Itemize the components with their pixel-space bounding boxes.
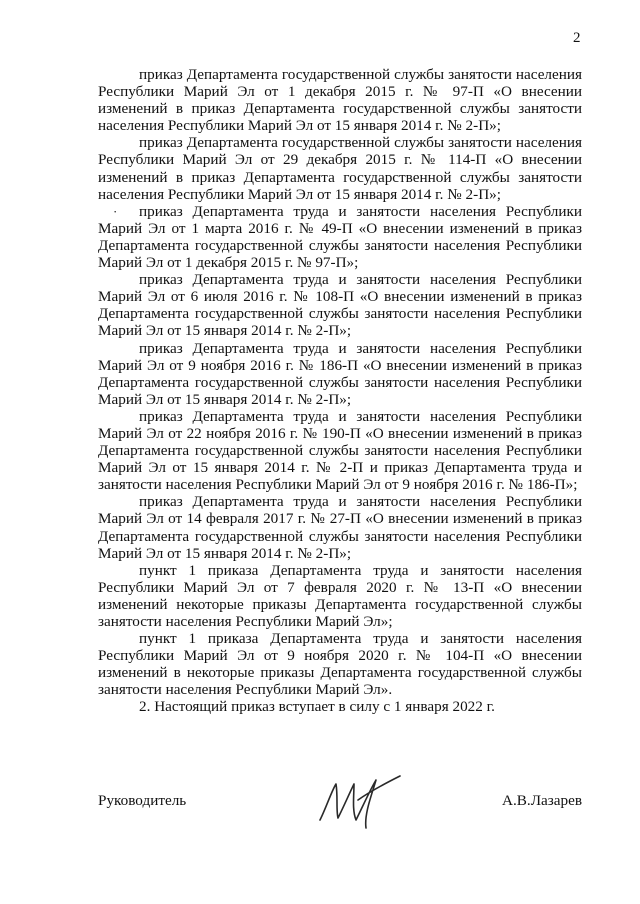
closing-clause: 2. Настоящий приказ вступает в силу с 1 января 2022 г. [139,698,495,716]
stray-dot-mark: · [113,203,118,219]
list-item-4: приказ Департамента труда и занятости населения Республики Марий Эл от 6 июля 2016 г. № 108-П «О внесении изменений в приказ Департамента государственной службы занятости населения Республики Марий Эл от 15 января 2014 г. № 2-П»; [98,271,582,340]
list-item-2: приказ Департамента государственной службы занятости населения Республики Марий Эл от 29 декабря 2015 г. № 114-П «О внесении изменений в приказ Департамента государственной службы занятости населения Республики Марий Эл от 15 января 2014 г. № 2-П»; [98,134,582,203]
page-number: 2 [573,30,581,46]
list-item-3-text: приказ Департамента труда и занятости населения Республики Марий Эл от 1 марта 2016 г. № 49-П «О внесении изменений в приказ Департамента государственной службы занятости населения Республики Марий Эл от 1 декабря 2015 г. № 97-П»; [98,202,582,272]
list-item-3 [98,203,582,271]
document-body [98,66,582,716]
list-item-7: приказ Департамента труда и занятости населения Республики Марий Эл от 14 февраля 2017 г. № 27-П «О внесении изменений в приказ Департамента государственной службы занятости населения Республики Марий Эл от 15 января 2014 г. № 2-П»; [98,493,582,562]
list-item-6: приказ Департамента труда и занятости населения Республики Марий Эл от 22 ноября 2016 г. № 190-П «О внесении изменений в приказ Департамента государственной службы занятости населения Республики Марий Эл от 15 января 2014 г. № 2-П и приказ Департамента труда и занятости населения Республики Марий Эл от 9 ноября 2016 г. № 186-П»; [98,407,582,494]
signature-block [98,770,582,840]
handwritten-signature [314,770,404,830]
list-item-1: приказ Департамента государственной службы занятости населения Республики Марий Эл от 1 декабря 2015 г. № 97-П «О внесении изменений в приказ Департамента государственной службы занятости населения Республики Марий Эл от 15 января 2014 г. № 2-П»; [98,66,582,135]
list-item-5: приказ Департамента труда и занятости населения Республики Марий Эл от 9 ноября 2016 г. № 186-П «О внесении изменений в приказ Департамента государственной службы занятости населения Республики Марий Эл от 15 января 2014 г. № 2-П»; [98,339,582,408]
signer-name: А.В.Лазарев [502,792,582,809]
list-item-9: пункт 1 приказа Департамента труда и занятости населения Республики Марий Эл от 9 ноября 2020 г. № 104-П «О внесении изменений в некоторые приказы Департамента государственной службы занятости населения Республики Марий Эл». [98,630,582,699]
signer-role: Руководитель [98,792,187,809]
list-item-8: пункт 1 приказа Департамента труда и занятости населения Республики Марий Эл от 7 февраля 2020 г. № 13-П «О внесении изменений некоторые приказы Департамента государственной службы занятости населения Республики Марий Эл»; [98,561,582,630]
